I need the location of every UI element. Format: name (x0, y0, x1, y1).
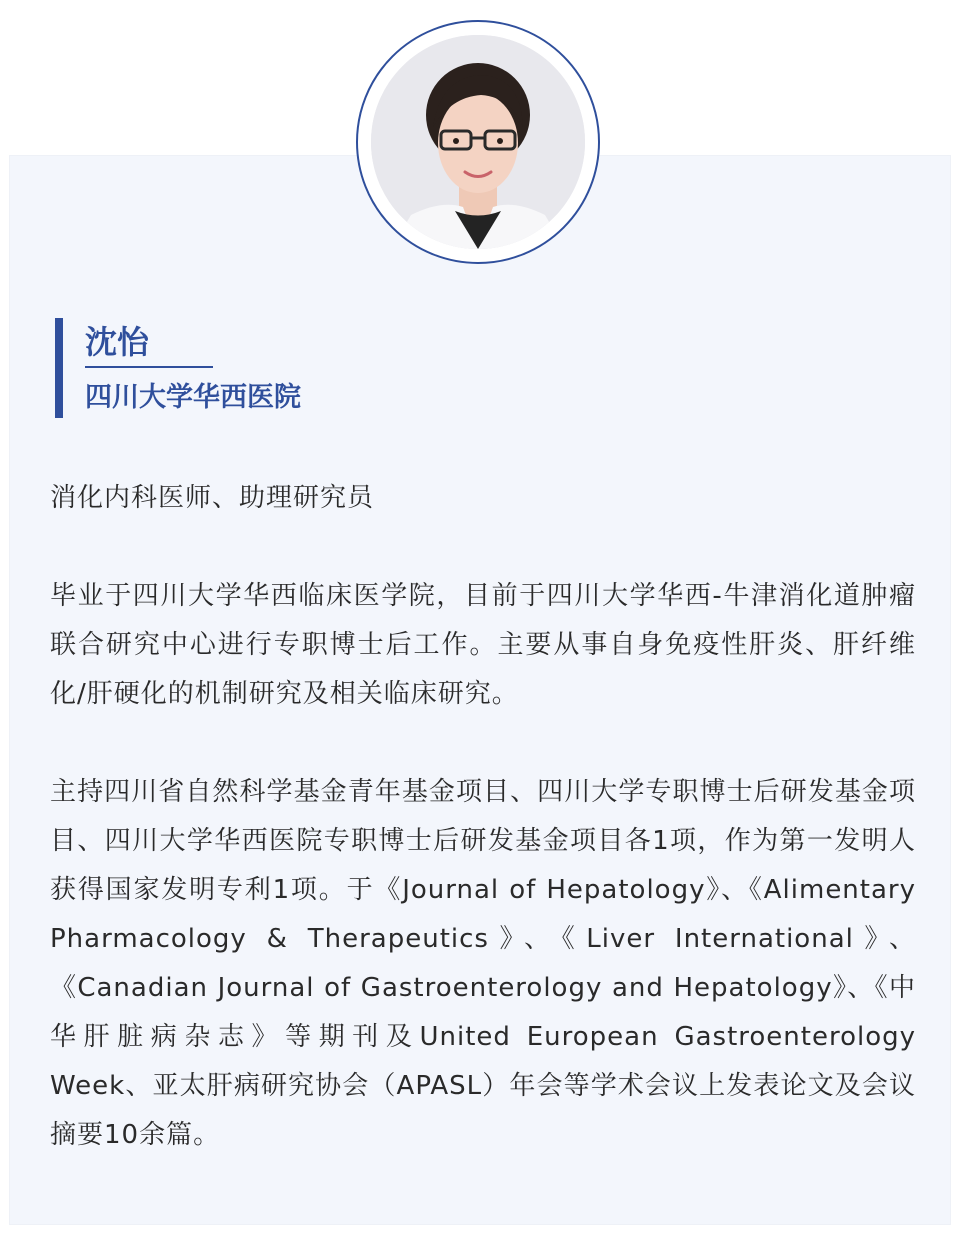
avatar-frame (356, 20, 600, 264)
portrait-photo-icon (371, 35, 585, 249)
avatar (371, 35, 585, 249)
person-affiliation: 四川大学华西医院 (85, 382, 301, 413)
bio-paragraph-research: 主持四川省自然科学基金青年基金项目、四川大学专职博士后研发基金项目、四川大学华西医院专职博士后研发基金项目各1项，作为第一发明人获得国家发明专利1项。于《Journal of Hepatology》、《Alimentary Pharmacology & Therapeutics》、《Liver International》、《Canadian Journal of Gastroenterology and Hepatology》、《中华肝脏病杂志》等期刊及United European Gastroenterology Week、亚太肝病研究协会（APASL）年会等学术会议上发表论文及会议摘要10余篇。 (50, 777, 916, 1150)
bio-paragraph-education: 毕业于四川大学华西临床医学院，目前于四川大学华西-牛津消化道肿瘤联合研究中心进行专职博士后工作。主要从事自身免疫性肝炎、肝纤维化/肝硬化的机制研究及相关临床研究。 (50, 581, 916, 709)
bio-title-line: 消化内科医师、助理研究员 (50, 483, 375, 513)
name-block (55, 318, 301, 418)
person-name: 沈怡 (85, 320, 213, 368)
bio-section (50, 474, 916, 1209)
